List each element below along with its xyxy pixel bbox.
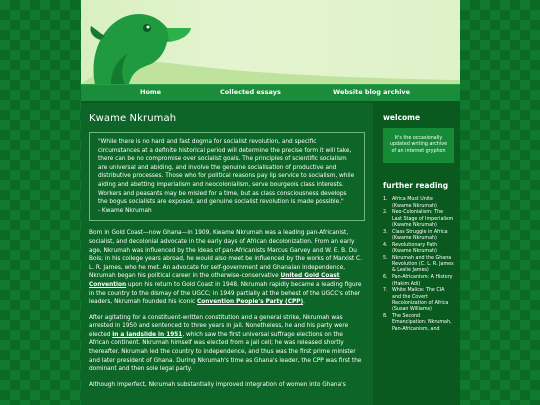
list-item-text: The Second Emancipation: Nkrumah, Pan-Africanism, and <box>392 314 452 332</box>
page-title: Kwame Nkrumah <box>89 113 177 124</box>
list-item-text: White Malice: The CIA and the Covert Recolonization of Africa (Susan Williams) <box>392 288 449 313</box>
list-number: 6. <box>383 275 388 281</box>
paragraph-text: . <box>303 299 305 306</box>
list-number: 3. <box>383 229 388 235</box>
main-content <box>81 103 373 405</box>
welcome-box: It's the occasionally updated writing archive of an internet gryphon <box>383 128 454 163</box>
link-1951-election[interactable]: in a landslide in 1951 <box>112 331 183 338</box>
paragraph-text: upon his return to Gold Coast in 1948. Nkrumah rapidly became a leading figure in the country to the dismay of the UGCC; in 1949 partially at the behest of the UGCC's other leaders, Nkrumah founded his iconic <box>89 281 362 306</box>
link-ugcc[interactable]: United Gold Coast Convention <box>89 273 340 288</box>
list-item[interactable] <box>383 230 454 243</box>
list-item-text: Neo-Colonialism: The Last Stage of Imperialism (Kwame Nkrumah) <box>392 210 454 228</box>
list-item-text: Nkrumah and the Ghana Revolution (C. L. R. James & Leslie James) <box>392 255 454 274</box>
list-item[interactable] <box>383 243 454 256</box>
main-nav <box>81 84 460 102</box>
sidebar <box>377 103 460 405</box>
list-number: 8. <box>383 314 388 320</box>
list-item-text: Class Struggle in Africa (Kwame Nkrumah) <box>392 229 448 241</box>
further-reading <box>383 181 454 333</box>
further-reading-heading: further reading <box>383 181 449 191</box>
nav-blog-archive[interactable]: Website blog archive <box>333 88 411 96</box>
paragraph-text: After agitating for a constituent-written constitution and a general strike, Nkrumah was arrested in 1950 and sentenced to three years in jail. Nonetheless, he and his party were elected <box>89 314 349 338</box>
welcome-heading: welcome <box>383 113 421 122</box>
list-item-text: Pan-Africanism: A History (Hakim Adi) <box>392 275 453 287</box>
list-number: 2. <box>383 210 388 216</box>
list-number: 5. <box>383 255 388 261</box>
paragraph-3: Although imperfect, Nkrumah substantially improved integration of women into Ghana's <box>89 381 346 388</box>
quote-block <box>89 132 365 221</box>
paragraph-2 <box>89 314 365 374</box>
paragraph-text: , which saw the first universal suffrage elections on the African continent. Nkrumah himself was elected from a jail cell; he was released shortly thereafter. Nkrumah led the country to independence, and thus was the first prime minister and later president of Ghana. During Nkrumah's time as Ghana's leader, the CPP was first the dominant and then sole legal party. <box>89 331 362 373</box>
quote-text: "While there is no hard and fast dogma for socialist revolution, and specific circumstances at a definite historical period will determine the precise form it will take, there can be no compromise over socialist goals. The principles of scientific socialism are universal and abiding, and involve the genuine socialisation of productive and distributive processes. Those who for political reasons pay lip service to socialism, while aiding and abetting imperialism and neocolonialism, serve bourgeois class interests. Workers and peasants may be misled for a time, but as class consciousness develops the bogus socialists are exposed, and genuine socialist revolution is made possible." <box>98 139 355 206</box>
paragraph-1 <box>89 229 365 306</box>
list-item[interactable] <box>383 210 454 229</box>
paragraph-text: Born in Gold Coast—now Ghana—in 1909, Kwame Nkrumah was a leading pan-Africanist, socialist, and decolonial advocate in the early days of African decolonization. From an early age, Nkrumah was influenced by the ideas of pan-Africanists Marcus Garvey and W. E. B. Du Bois; in his college years abroad, he would also meet be influenced by the works of Marxist C. L. R. James, who he met. An advocate for self-government and Ghanaian independence, Nkrumah began his political career in the otherwise-conservative <box>89 230 362 280</box>
list-item[interactable] <box>383 197 454 210</box>
nav-home[interactable]: Home <box>140 88 162 96</box>
reading-list <box>383 197 454 333</box>
nav-collected-essays[interactable]: Collected essays <box>220 88 281 96</box>
list-item[interactable] <box>383 275 454 288</box>
header-banner <box>81 0 460 84</box>
list-item[interactable] <box>383 288 454 313</box>
list-number: 7. <box>383 288 388 294</box>
gryphon-logo-icon <box>81 0 460 84</box>
link-cpp[interactable]: Convention People's Party (CPP) <box>197 299 304 306</box>
quote-attribution: - Kwame Nkrumah <box>98 207 152 214</box>
list-item-text: Africa Must Unite (Kwame Nkrumah) <box>392 197 437 209</box>
list-item[interactable] <box>383 314 454 333</box>
list-number: 1. <box>383 197 388 203</box>
list-item[interactable] <box>383 256 454 275</box>
list-number: 4. <box>383 242 388 248</box>
page-container <box>81 0 460 405</box>
list-item-text: Revolutionary Path (Kwame Nkrumah) <box>392 242 438 255</box>
